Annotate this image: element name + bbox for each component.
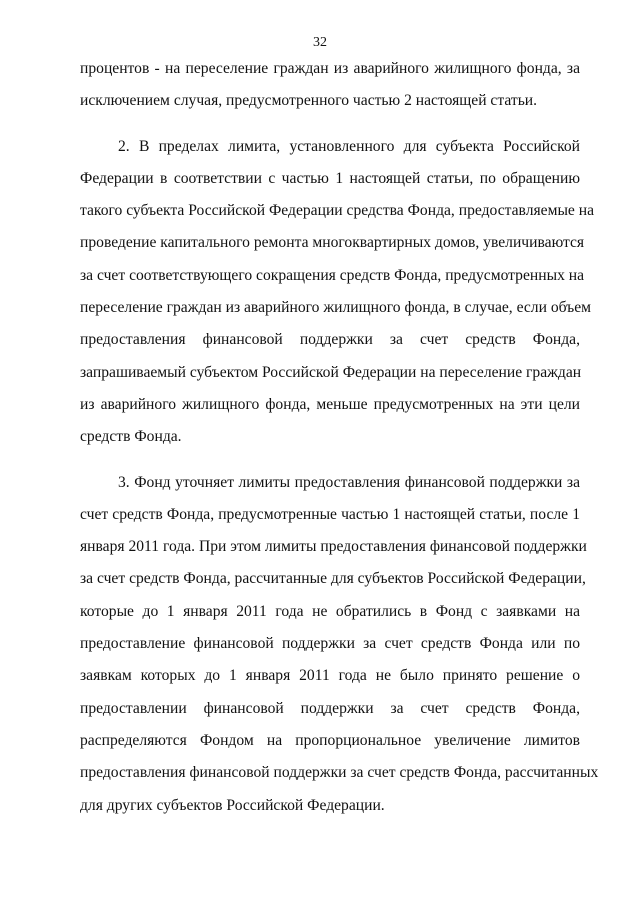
text-line: за счет средств Фонда, рассчитанные для субъектов Российской Федерации, — [80, 570, 586, 588]
text-line: запрашиваемый субъектом Российской Федерации на переселение граждан — [80, 363, 582, 381]
text-line: за счет соответствующего сокращения средств Фонда, предусмотренных на — [80, 266, 585, 284]
text-line: предоставления финансовой поддержки за счет средств Фонда, — [80, 331, 580, 349]
paragraph — [80, 57, 580, 122]
text-line: счет средств Фонда, предусмотренные частью 1 настоящей статьи, после 1 — [80, 505, 580, 523]
text-line: 2. В пределах лимита, установленного для субъекта Российской — [118, 137, 580, 155]
paragraph — [80, 471, 599, 826]
text-line: из аварийного жилищного фонда, меньше предусмотренных на эти цели — [80, 395, 580, 413]
text-line: процентов - на переселение граждан из аварийного жилищного фонда, за — [80, 60, 580, 77]
text-line: заявкам которых до 1 января 2011 года не было принято решение о — [80, 667, 580, 685]
text-line: 3. Фонд уточняет лимиты предоставления финансовой поддержки за — [118, 473, 580, 491]
text-line: января 2011 года. При этом лимиты предоставления финансовой поддержки — [80, 538, 587, 556]
page-number: 32 — [313, 35, 327, 50]
text-line: предоставление финансовой поддержки за счет средств Фонда или по — [80, 635, 580, 653]
text-line: проведение капитального ремонта многоквартирных домов, увеличиваются — [80, 234, 585, 252]
text-line: средств Фонда. — [80, 428, 182, 446]
text-line: для других субъектов Российской Федерации. — [80, 796, 385, 814]
text-line: предоставлении финансовой поддержки за счет средств Фонда, — [80, 699, 580, 717]
text-line: распределяются Фондом на пропорциональное увеличение лимитов — [80, 731, 580, 749]
text-line: такого субъекта Российской Федерации средства Фонда, предоставляемые на — [80, 202, 595, 220]
text-line: предоставления финансовой поддержки за счет средств Фонда, рассчитанных — [80, 764, 599, 782]
text-line: исключением случая, предусмотренного частью 2 настоящей статьи. — [80, 92, 538, 110]
document-body — [80, 57, 599, 826]
text-line: которые до 1 января 2011 года не обратились в Фонд с заявками на — [80, 602, 580, 620]
text-line: Федерации в соответствии с частью 1 настоящей статьи, по обращению — [80, 169, 580, 187]
paragraph — [80, 135, 595, 458]
text-line: переселение граждан из аварийного жилищного фонда, в случае, если объем — [80, 299, 592, 317]
